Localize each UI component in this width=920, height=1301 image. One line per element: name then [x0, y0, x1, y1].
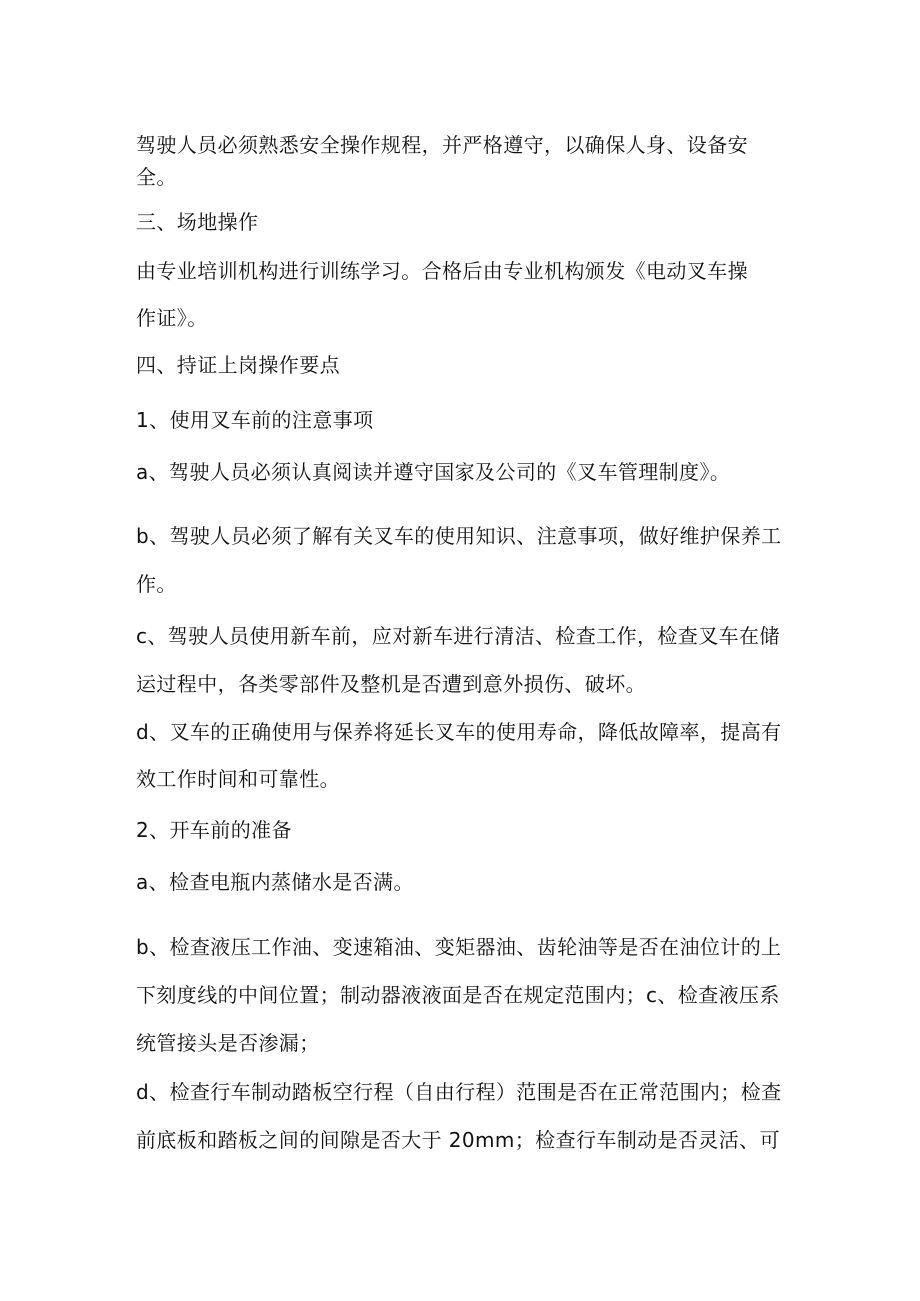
list-item: a、驾驶人员必须认真阅读并遵守国家及公司的《叉车管理制度》。: [136, 460, 731, 484]
paragraph-line: 全。: [136, 165, 177, 189]
list-item-continuation: 运过程中，各类零部件及整机是否遭到意外损伤、破坏。: [136, 672, 646, 696]
list-item: d、叉车的正确使用与保养将延长叉车的使用寿命，降低故障率，提高有: [136, 720, 782, 744]
paragraph-line: 由专业培训机构进行训练学习。合格后由专业机构颁发《电动叉车操: [136, 259, 748, 283]
list-item: c、驾驶人员使用新车前，应对新车进行清洁、检查工作，检查叉车在储: [136, 624, 780, 648]
section-heading: 四、持证上岗操作要点: [136, 353, 340, 377]
list-item-continuation: 效工作时间和可靠性。: [136, 767, 340, 791]
list-item-continuation: 统管接头是否渗漏；: [136, 1031, 320, 1055]
list-item-continuation: 作。: [136, 572, 177, 596]
subsection-heading: 1、使用叉车前的注意事项: [136, 408, 374, 432]
list-item: a、检查电瓶内蒸储水是否满。: [136, 870, 414, 894]
list-item: b、检查液压工作油、变速箱油、变矩器油、齿轮油等是否在油位计的上: [136, 935, 782, 959]
list-item-continuation: 下刻度线的中间位置；制动器液液面是否在规定范围内；c、检查液压系: [136, 983, 780, 1007]
list-item: d、检查行车制动踏板空行程（自由行程）范围是否在正常范围内；检查: [136, 1080, 782, 1104]
subsection-heading: 2、开车前的准备: [136, 818, 292, 842]
list-item: b、驾驶人员必须了解有关叉车的使用知识、注意事项，做好维护保养工: [136, 524, 782, 548]
paragraph-line: 驾驶人员必须熟悉安全操作规程，并严格遵守，以确保人身、设备安: [136, 133, 748, 157]
paragraph-line: 作证》。: [136, 306, 208, 330]
list-item-continuation: 前底板和踏板之间的间隙是否大于 20mm；检查行车制动是否灵活、可: [136, 1128, 780, 1152]
section-heading: 三、场地操作: [136, 210, 259, 234]
